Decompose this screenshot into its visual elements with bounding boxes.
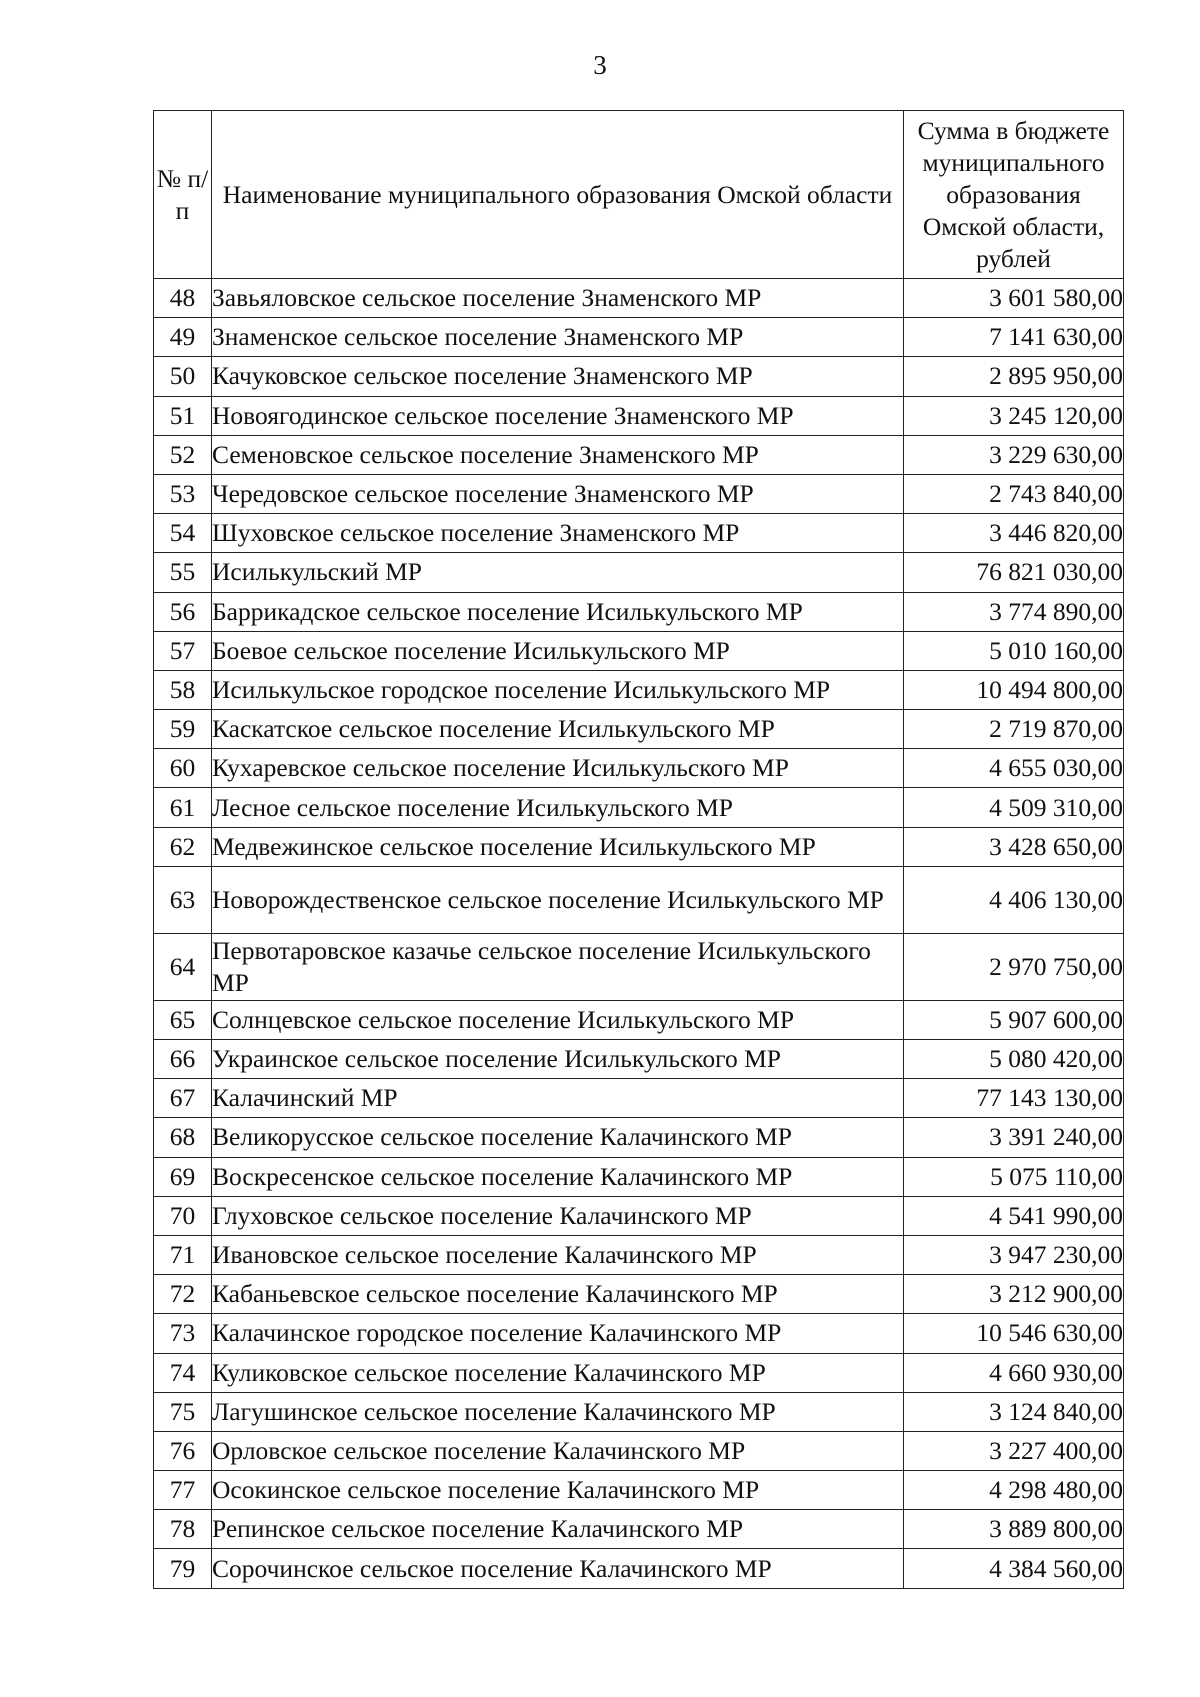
row-sum: 5 080 420,00 <box>904 1040 1124 1079</box>
row-name: Кухаревское сельское поселение Исилькульского МР <box>212 749 904 788</box>
row-name: Куликовское сельское поселение Калачинского МР <box>212 1353 904 1392</box>
table-row <box>154 866 1124 933</box>
row-sum: 3 245 120,00 <box>904 396 1124 435</box>
row-number: 56 <box>154 592 212 631</box>
row-number: 62 <box>154 827 212 866</box>
table-row <box>154 1235 1124 1274</box>
row-sum: 5 075 110,00 <box>904 1157 1124 1196</box>
row-name: Знаменское сельское поселение Знаменского МР <box>212 318 904 357</box>
row-name: Исилькульский МР <box>212 553 904 592</box>
row-name: Завьяловское сельское поселение Знаменского МР <box>212 279 904 318</box>
row-number: 72 <box>154 1275 212 1314</box>
row-number: 70 <box>154 1196 212 1235</box>
row-name: Качуковское сельское поселение Знаменского МР <box>212 357 904 396</box>
table-row <box>154 827 1124 866</box>
row-sum: 4 655 030,00 <box>904 749 1124 788</box>
row-number: 51 <box>154 396 212 435</box>
row-sum: 10 494 800,00 <box>904 670 1124 709</box>
row-name: Каскатское сельское поселение Исилькульского МР <box>212 710 904 749</box>
table-row <box>154 279 1124 318</box>
table-row <box>154 670 1124 709</box>
table-row <box>154 1549 1124 1588</box>
row-name: Воскресенское сельское поселение Калачинского МР <box>212 1157 904 1196</box>
row-name: Баррикадское сельское поселение Исилькульского МР <box>212 592 904 631</box>
row-number: 79 <box>154 1549 212 1588</box>
table-row <box>154 1510 1124 1549</box>
row-number: 75 <box>154 1392 212 1431</box>
row-name: Сорочинское сельское поселение Калачинского МР <box>212 1549 904 1588</box>
budget-table <box>153 110 1124 1589</box>
table-row <box>154 933 1124 1000</box>
row-number: 77 <box>154 1471 212 1510</box>
row-name: Орловское сельское поселение Калачинского МР <box>212 1431 904 1470</box>
table-row <box>154 1392 1124 1431</box>
row-number: 64 <box>154 933 212 1000</box>
row-name: Осокинское сельское поселение Калачинского МР <box>212 1471 904 1510</box>
row-name: Лесное сельское поселение Исилькульского МР <box>212 788 904 827</box>
row-number: 59 <box>154 710 212 749</box>
row-sum: 3 229 630,00 <box>904 435 1124 474</box>
header-name: Наименование муниципального образования Омской области <box>212 111 904 279</box>
row-number: 49 <box>154 318 212 357</box>
row-number: 69 <box>154 1157 212 1196</box>
row-sum: 4 660 930,00 <box>904 1353 1124 1392</box>
row-name: Солнцевское сельское поселение Исилькульского МР <box>212 1000 904 1039</box>
row-name: Великорусское сельское поселение Калачинского МР <box>212 1118 904 1157</box>
row-name: Кабаньевское сельское поселение Калачинского МР <box>212 1275 904 1314</box>
row-sum: 2 895 950,00 <box>904 357 1124 396</box>
header-number: № п/п <box>154 111 212 279</box>
row-name: Новоягодинское сельское поселение Знаменского МР <box>212 396 904 435</box>
row-number: 74 <box>154 1353 212 1392</box>
row-number: 78 <box>154 1510 212 1549</box>
row-number: 58 <box>154 670 212 709</box>
table-row <box>154 1353 1124 1392</box>
row-sum: 2 719 870,00 <box>904 710 1124 749</box>
row-name: Исилькульское городское поселение Исилькульского МР <box>212 670 904 709</box>
table-row <box>154 1000 1124 1039</box>
row-sum: 4 406 130,00 <box>904 866 1124 933</box>
table-row <box>154 435 1124 474</box>
row-sum: 4 541 990,00 <box>904 1196 1124 1235</box>
row-number: 61 <box>154 788 212 827</box>
row-number: 68 <box>154 1118 212 1157</box>
row-sum: 76 821 030,00 <box>904 553 1124 592</box>
row-number: 76 <box>154 1431 212 1470</box>
table-row <box>154 1431 1124 1470</box>
header-sum: Сумма в бюджете муниципального образования Омской области, рублей <box>904 111 1124 279</box>
row-number: 60 <box>154 749 212 788</box>
row-number: 67 <box>154 1079 212 1118</box>
table-row <box>154 788 1124 827</box>
row-sum: 3 889 800,00 <box>904 1510 1124 1549</box>
page-number: 3 <box>593 50 607 80</box>
row-name: Семеновское сельское поселение Знаменского МР <box>212 435 904 474</box>
row-number: 73 <box>154 1314 212 1353</box>
row-sum: 4 298 480,00 <box>904 1471 1124 1510</box>
row-sum: 2 970 750,00 <box>904 933 1124 1000</box>
table-row <box>154 1079 1124 1118</box>
row-sum: 3 391 240,00 <box>904 1118 1124 1157</box>
row-sum: 3 947 230,00 <box>904 1235 1124 1274</box>
row-sum: 2 743 840,00 <box>904 474 1124 513</box>
row-number: 50 <box>154 357 212 396</box>
row-number: 63 <box>154 866 212 933</box>
row-name: Глуховское сельское поселение Калачинского МР <box>212 1196 904 1235</box>
table-row <box>154 318 1124 357</box>
row-number: 48 <box>154 279 212 318</box>
row-name: Украинское сельское поселение Исилькульского МР <box>212 1040 904 1079</box>
table-row <box>154 1275 1124 1314</box>
row-sum: 4 509 310,00 <box>904 788 1124 827</box>
table-row <box>154 1118 1124 1157</box>
table-row <box>154 474 1124 513</box>
row-sum: 77 143 130,00 <box>904 1079 1124 1118</box>
row-name: Ивановское сельское поселение Калачинского МР <box>212 1235 904 1274</box>
row-number: 71 <box>154 1235 212 1274</box>
table-row <box>154 514 1124 553</box>
row-name: Лагушинское сельское поселение Калачинского МР <box>212 1392 904 1431</box>
row-sum: 3 774 890,00 <box>904 592 1124 631</box>
table-row <box>154 631 1124 670</box>
row-sum: 5 907 600,00 <box>904 1000 1124 1039</box>
table-row <box>154 396 1124 435</box>
row-number: 55 <box>154 553 212 592</box>
row-sum: 3 428 650,00 <box>904 827 1124 866</box>
row-name: Новорождественское сельское поселение Исилькульского МР <box>212 866 904 933</box>
row-name: Калачинский МР <box>212 1079 904 1118</box>
row-number: 57 <box>154 631 212 670</box>
row-number: 54 <box>154 514 212 553</box>
row-name: Медвежинское сельское поселение Исилькульского МР <box>212 827 904 866</box>
row-number: 52 <box>154 435 212 474</box>
table-row <box>154 1040 1124 1079</box>
row-sum: 10 546 630,00 <box>904 1314 1124 1353</box>
table-header-row <box>154 111 1124 279</box>
row-sum: 4 384 560,00 <box>904 1549 1124 1588</box>
row-name: Репинское сельское поселение Калачинского МР <box>212 1510 904 1549</box>
table-row <box>154 1157 1124 1196</box>
row-sum: 5 010 160,00 <box>904 631 1124 670</box>
row-name: Чередовское сельское поселение Знаменского МР <box>212 474 904 513</box>
table-row <box>154 553 1124 592</box>
row-sum: 7 141 630,00 <box>904 318 1124 357</box>
row-name: Первотаровское казачье сельское поселение Исилькульского МР <box>212 933 904 1000</box>
row-number: 53 <box>154 474 212 513</box>
row-sum: 3 601 580,00 <box>904 279 1124 318</box>
table-row <box>154 749 1124 788</box>
row-sum: 3 124 840,00 <box>904 1392 1124 1431</box>
row-sum: 3 446 820,00 <box>904 514 1124 553</box>
table-row <box>154 1196 1124 1235</box>
table-row <box>154 592 1124 631</box>
row-name: Шуховское сельское поселение Знаменского МР <box>212 514 904 553</box>
row-name: Боевое сельское поселение Исилькульского МР <box>212 631 904 670</box>
row-number: 66 <box>154 1040 212 1079</box>
row-name: Калачинское городское поселение Калачинского МР <box>212 1314 904 1353</box>
row-sum: 3 227 400,00 <box>904 1431 1124 1470</box>
table-row <box>154 357 1124 396</box>
row-sum: 3 212 900,00 <box>904 1275 1124 1314</box>
table-row <box>154 1471 1124 1510</box>
table-row <box>154 710 1124 749</box>
table-row <box>154 1314 1124 1353</box>
row-number: 65 <box>154 1000 212 1039</box>
